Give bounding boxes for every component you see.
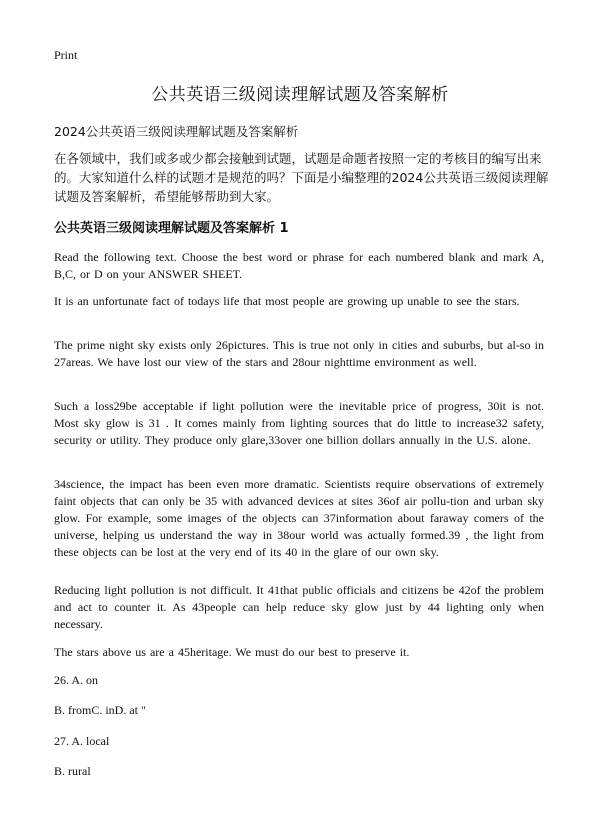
- print-label: Print: [54, 48, 78, 62]
- passage-paragraph: 34science, the impact has been even more dramatic. Scientists require observations of extremely faint objects that can only be 35 with advanced devices at sites 36of air pollu-tion and urban sky glow. For example, some images of the objects can 37information about faraway comers of the universe, helping us understand the way in 38our world was actually formed.39 , the light from these objects can be lost at the very end of its 40 in the glare of our own sky.: [54, 477, 544, 559]
- answer-option: 26. A. on: [54, 673, 99, 687]
- article-subtitle: 2024公共英语三级阅读理解试题及答案解析: [54, 124, 299, 139]
- answer-option: B. fromC. inD. at ": [54, 703, 146, 717]
- instruction-paragraph: Read the following text. Choose the best word or phrase for each numbered blank and mark A, B,C, or D on your ANSWER SHEET.: [54, 250, 544, 281]
- section-heading: 公共英语三级阅读理解试题及答案解析 1: [54, 221, 289, 236]
- intro-paragraph: 在各领域中，我们或多或少都会接触到试题，试题是命题者按照一定的考核目的编写出来的。大家知道什么样的试题才是规范的吗？下面是小编整理的2024公共英语三级阅读理解试题及答案解析，希望能够帮助到大家。: [54, 151, 549, 204]
- answer-option: B. rural: [54, 764, 91, 778]
- page-title: 公共英语三级阅读理解试题及答案解析: [151, 85, 449, 105]
- passage-paragraph: The stars above us are a 45heritage. We must do our best to preserve it.: [54, 645, 410, 659]
- passage-paragraph: Such a loss29be acceptable if light pollution were the inevitable price of progress, 30it is not. Most sky glow is 31 . It comes mainly from lighting sources that do little to increase32 safety, security or utility. They produce only glare,33over one billion dollars annually in the U.S. alone.: [54, 399, 544, 447]
- passage-paragraph: Reducing light pollution is not difficult. It 41that public officials and citizens be 42of the problem and act to counter it. As 43people can help reduce sky glow just by 44 lighting only when necessary.: [54, 583, 544, 631]
- passage-paragraph: The prime night sky exists only 26pictures. This is true not only in cities and suburbs, but al-so in 27areas. We have lost our view of the stars and 28our nighttime environment as well.: [54, 338, 544, 369]
- passage-paragraph: It is an unfortunate fact of todays life that most people are growing up unable to see the stars.: [54, 294, 520, 308]
- answer-option: 27. A. local: [54, 734, 110, 748]
